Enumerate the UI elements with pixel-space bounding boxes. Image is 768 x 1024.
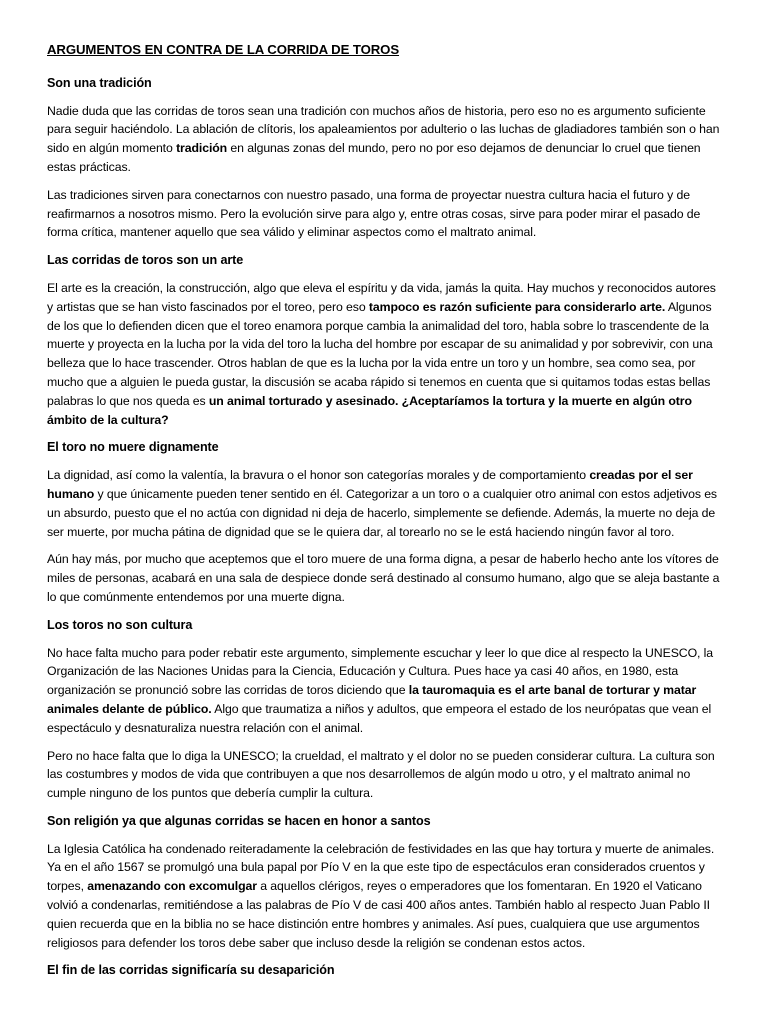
document-title: ARGUMENTOS EN CONTRA DE LA CORRIDA DE TOROS (47, 42, 400, 57)
document-body (47, 74, 721, 980)
text-run: tradición (176, 141, 228, 156)
section-heading: Las corridas de toros son un arte (47, 253, 244, 268)
text-run: Nadie duda que las corridas de toros sean una tradición con muchos años de historia, pero eso no es argumento suficiente para seguir haciéndolo. La ablación de clítoris, los apaleamientos por adulterio o las luchas de gladiadores también son o han sido en algún momento (47, 103, 720, 156)
text-run: Aún hay más, por mucho que aceptemos que el toro muere de una forma digna, a pesar de haberlo hecho ante los vítores de miles de personas, acabará en una sala de despiece donde será destinado al consumo humano, algo que se aleja bastante a lo que comúnmente entendemos por una muerte digna. (47, 552, 720, 604)
text-run: amenazando con excomulgar (87, 879, 257, 894)
section-heading: El toro no muere dignamente (47, 440, 219, 455)
text-run: La dignidad, así como la valentía, la bravura o el honor son categorías morales y de comportamiento (47, 468, 590, 483)
paragraph (47, 747, 721, 803)
paragraph (47, 550, 721, 606)
paragraph (47, 186, 721, 242)
text-run: creadas por el ser humano (47, 468, 693, 501)
text-run: Algunos de los que lo defienden dicen que el toreo enamora porque cambia la animalidad del toro, habla sobre lo trascendente de la muerte y proyecta en la lucha por la vida del toro la lucha del hombre por escapar de su animalidad y por sobrevivir, con una belleza que lo hace trascender. Otros hablan de que es la lucha por la vida entre un toro y un hombre, sea como sea, por mucho que a alguien le pueda gustar, la discusión se acaba rápido si tenemos en cuenta que si quitamos todas estas bellas palabras lo que nos queda es (47, 299, 713, 408)
text-run: un animal torturado y asesinado. ¿Aceptaríamos la tortura y la muerte en algún otro ámbito de la cultura? (47, 393, 692, 427)
paragraph (47, 840, 721, 953)
text-run: tampoco es razón suficiente para considerarlo arte. (368, 299, 666, 314)
paragraph (47, 279, 721, 429)
text-run: Pero no hace falta que lo diga la UNESCO; la crueldad, el maltrato y el dolor no se pueden considerar cultura. La cultura son las costumbres y modos de vida que contribuyen a que nos desarrollemos de algún modo u otro, y el maltrato animal no cumple ninguno de los puntos que debería cumplir la cultura. (47, 748, 715, 801)
text-run: la tauromaquia es el arte banal de torturar y matar animales delante de público. (47, 683, 697, 716)
section-heading: Son una tradición (47, 75, 152, 90)
text-run: Las tradiciones sirven para conectarnos con nuestro pasado, una forma de proyectar nuestra cultura hacia el futuro y de reafirmarnos a nosotros mismo. Pero la evolución sirve para algo y, entre otras cosas, sirve para poder mirar el pasado de forma crítica, mantener aquello que sea válido y eliminar aspectos como el maltrato animal. (47, 187, 701, 240)
paragraph (47, 644, 721, 738)
text-run: La Iglesia Católica ha condenado reiteradamente la celebración de festividades en las que hay tortura y muerte de animales. Ya en el año 1567 se promulgó una bula papal por Pío V en la que este tipo de espectáculos eran considerados cruentos y torpes, (47, 841, 715, 894)
paragraph (47, 102, 721, 177)
paragraph (47, 466, 721, 541)
text-run: No hace falta mucho para poder rebatir este argumento, simplemente escuchar y leer lo que dice al respecto la UNESCO, la Organización de las Naciones Unidas para la Ciencia, Educación y Cultura. Pues hace ya casi 40 años, en 1980, esta organización se pronunció sobre las corridas de toros diciendo que (47, 645, 714, 698)
text-run: a aquellos clérigos, reyes o emperadores que los fomentaran. En 1920 el Vaticano volvió a condenarlas, remitiéndose a las palabras de Pío V de casi 400 años antes. También hablo al respecto Juan Pablo II quien recuerda que en la biblia no se hace distinción entre hombres y animales. Así pues, cualquiera que use argumentos religiosos para defender los toros debe saber que incluso desde la religión se condenan estos actos. (47, 879, 710, 950)
text-run: Algo que traumatiza a niños y adultos, que empeora el estado de los neurópatas que vean el espectáculo y desnaturaliza nuestra relación con el animal. (47, 701, 712, 735)
section-heading: Son religión ya que algunas corridas se hacen en honor a santos (47, 813, 431, 828)
text-run: y que únicamente pueden tener sentido en él. Categorizar a un toro o a cualquier otro animal con estos adjetivos es un absurdo, puesto que el no actúa con dignidad ni deja de hacerlo, simplemente se defiende. Además, la muerte no deja de ser muerte, por mucha pátina de dignidad que se le quiera dar, al torearlo no se le está haciendo ningún favor al toro. (47, 486, 717, 539)
section-heading: Los toros no son cultura (47, 617, 193, 632)
section-heading: El fin de las corridas significaría su desaparición (47, 963, 335, 978)
text-run: en algunas zonas del mundo, pero no por eso dejamos de denunciar lo cruel que tienen estas prácticas. (47, 141, 701, 174)
text-run: El arte es la creación, la construcción, algo que eleva el espíritu y da vida, jamás la quita. Hay muchos y reconocidos autores y artistas que se han visto fascinados por el toreo, pero eso (47, 280, 716, 314)
